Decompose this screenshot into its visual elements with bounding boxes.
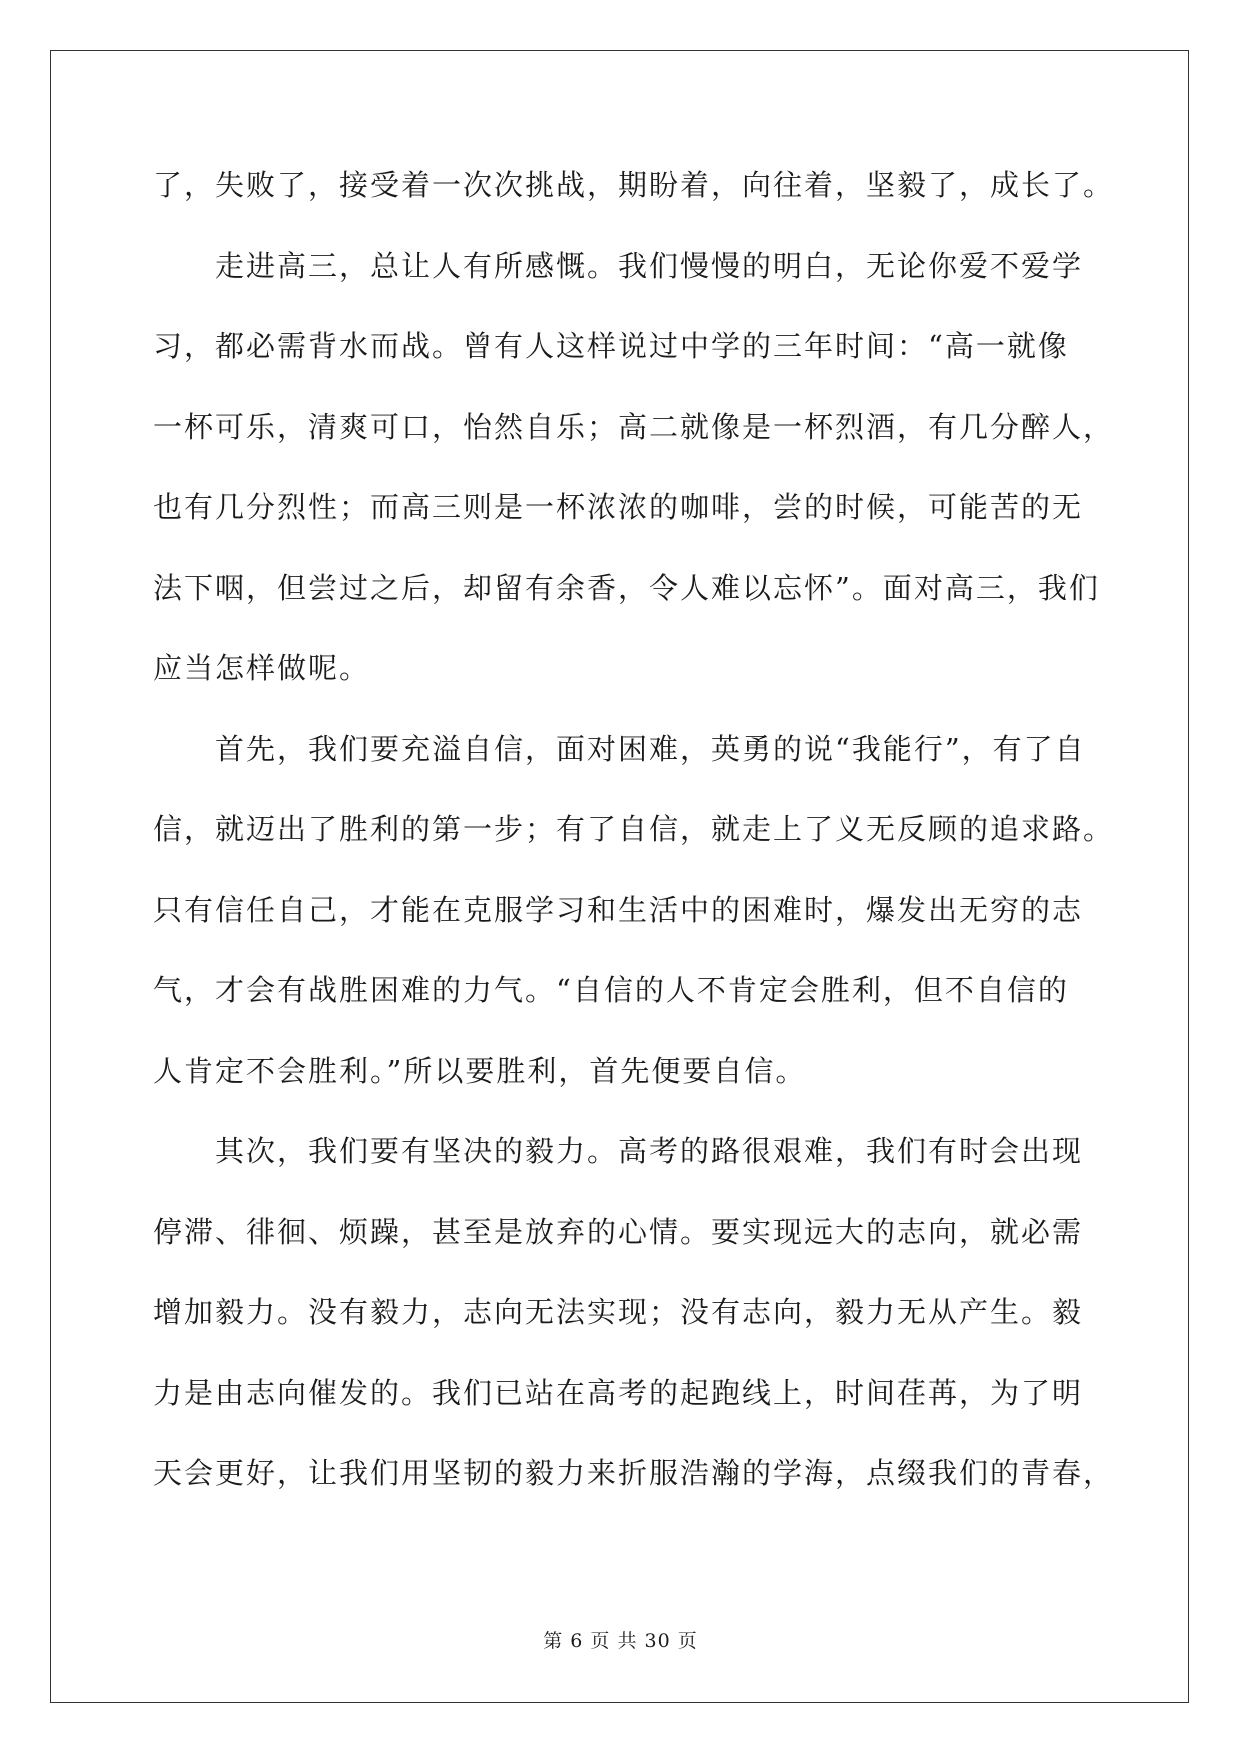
text-line: 首先，我们要充溢自信，面对困难，英勇的说“我能行”，有了自 <box>215 731 1086 766</box>
text-line: 习，都必需背水而战。曾有人这样说过中学的三年时间：“高一就像 <box>153 329 1069 363</box>
document-body <box>153 160 1115 1529</box>
text-line: 其次，我们要有坚决的毅力。高考的路很艰难，我们有时会出现 <box>215 1134 1084 1168</box>
text-line: 法下咽，但尝过之后，却留有余香，令人难以忘怀”。面对高三，我们 <box>153 570 1100 605</box>
text-line: 停滞、徘徊、烦躁，甚至是放弃的心情。要实现远大的志向，就必需 <box>153 1214 1084 1249</box>
text-line: 只有信任自己，才能在克服学习和生活中的困难时，爆发出无穷的志 <box>153 892 1084 927</box>
text-line: 信，就迈出了胜利的第一步；有了自信，就走上了义无反顾的追求路。 <box>153 812 1115 846</box>
page-number-footer: 第 6 页 共 30 页 <box>543 1630 698 1652</box>
text-line: 增加毅力。没有毅力，志向无法实现；没有志向，毅力无从产生。毅 <box>153 1295 1084 1329</box>
text-line: 应当怎样做呢。 <box>153 651 371 685</box>
text-line: 气，才会有战胜困难的力气。“自信的人不肯定会胜利，但不自信的 <box>153 973 1069 1007</box>
text-line: 走进高三，总让人有所感慨。我们慢慢的明白，无论你爱不爱学 <box>215 248 1084 283</box>
text-line: 了，失败了，接受着一次次挑战，期盼着，向往着，坚毅了，成长了。 <box>153 168 1115 202</box>
text-line: 人肯定不会胜利。”所以要胜利，首先便要自信。 <box>153 1053 807 1088</box>
text-line: 天会更好，让我们用坚韧的毅力来折服浩瀚的学海，点缀我们的青春， <box>153 1456 1115 1490</box>
text-line: 一杯可乐，清爽可口，怡然自乐；高二就像是一杯烈酒，有几分醉人， <box>153 409 1115 444</box>
text-line: 也有几分烈性；而高三则是一杯浓浓的咖啡，尝的时候，可能苦的无 <box>153 490 1084 524</box>
text-line: 力是由志向催发的。我们已站在高考的起跑线上，时间荏苒，为了明 <box>153 1375 1084 1410</box>
